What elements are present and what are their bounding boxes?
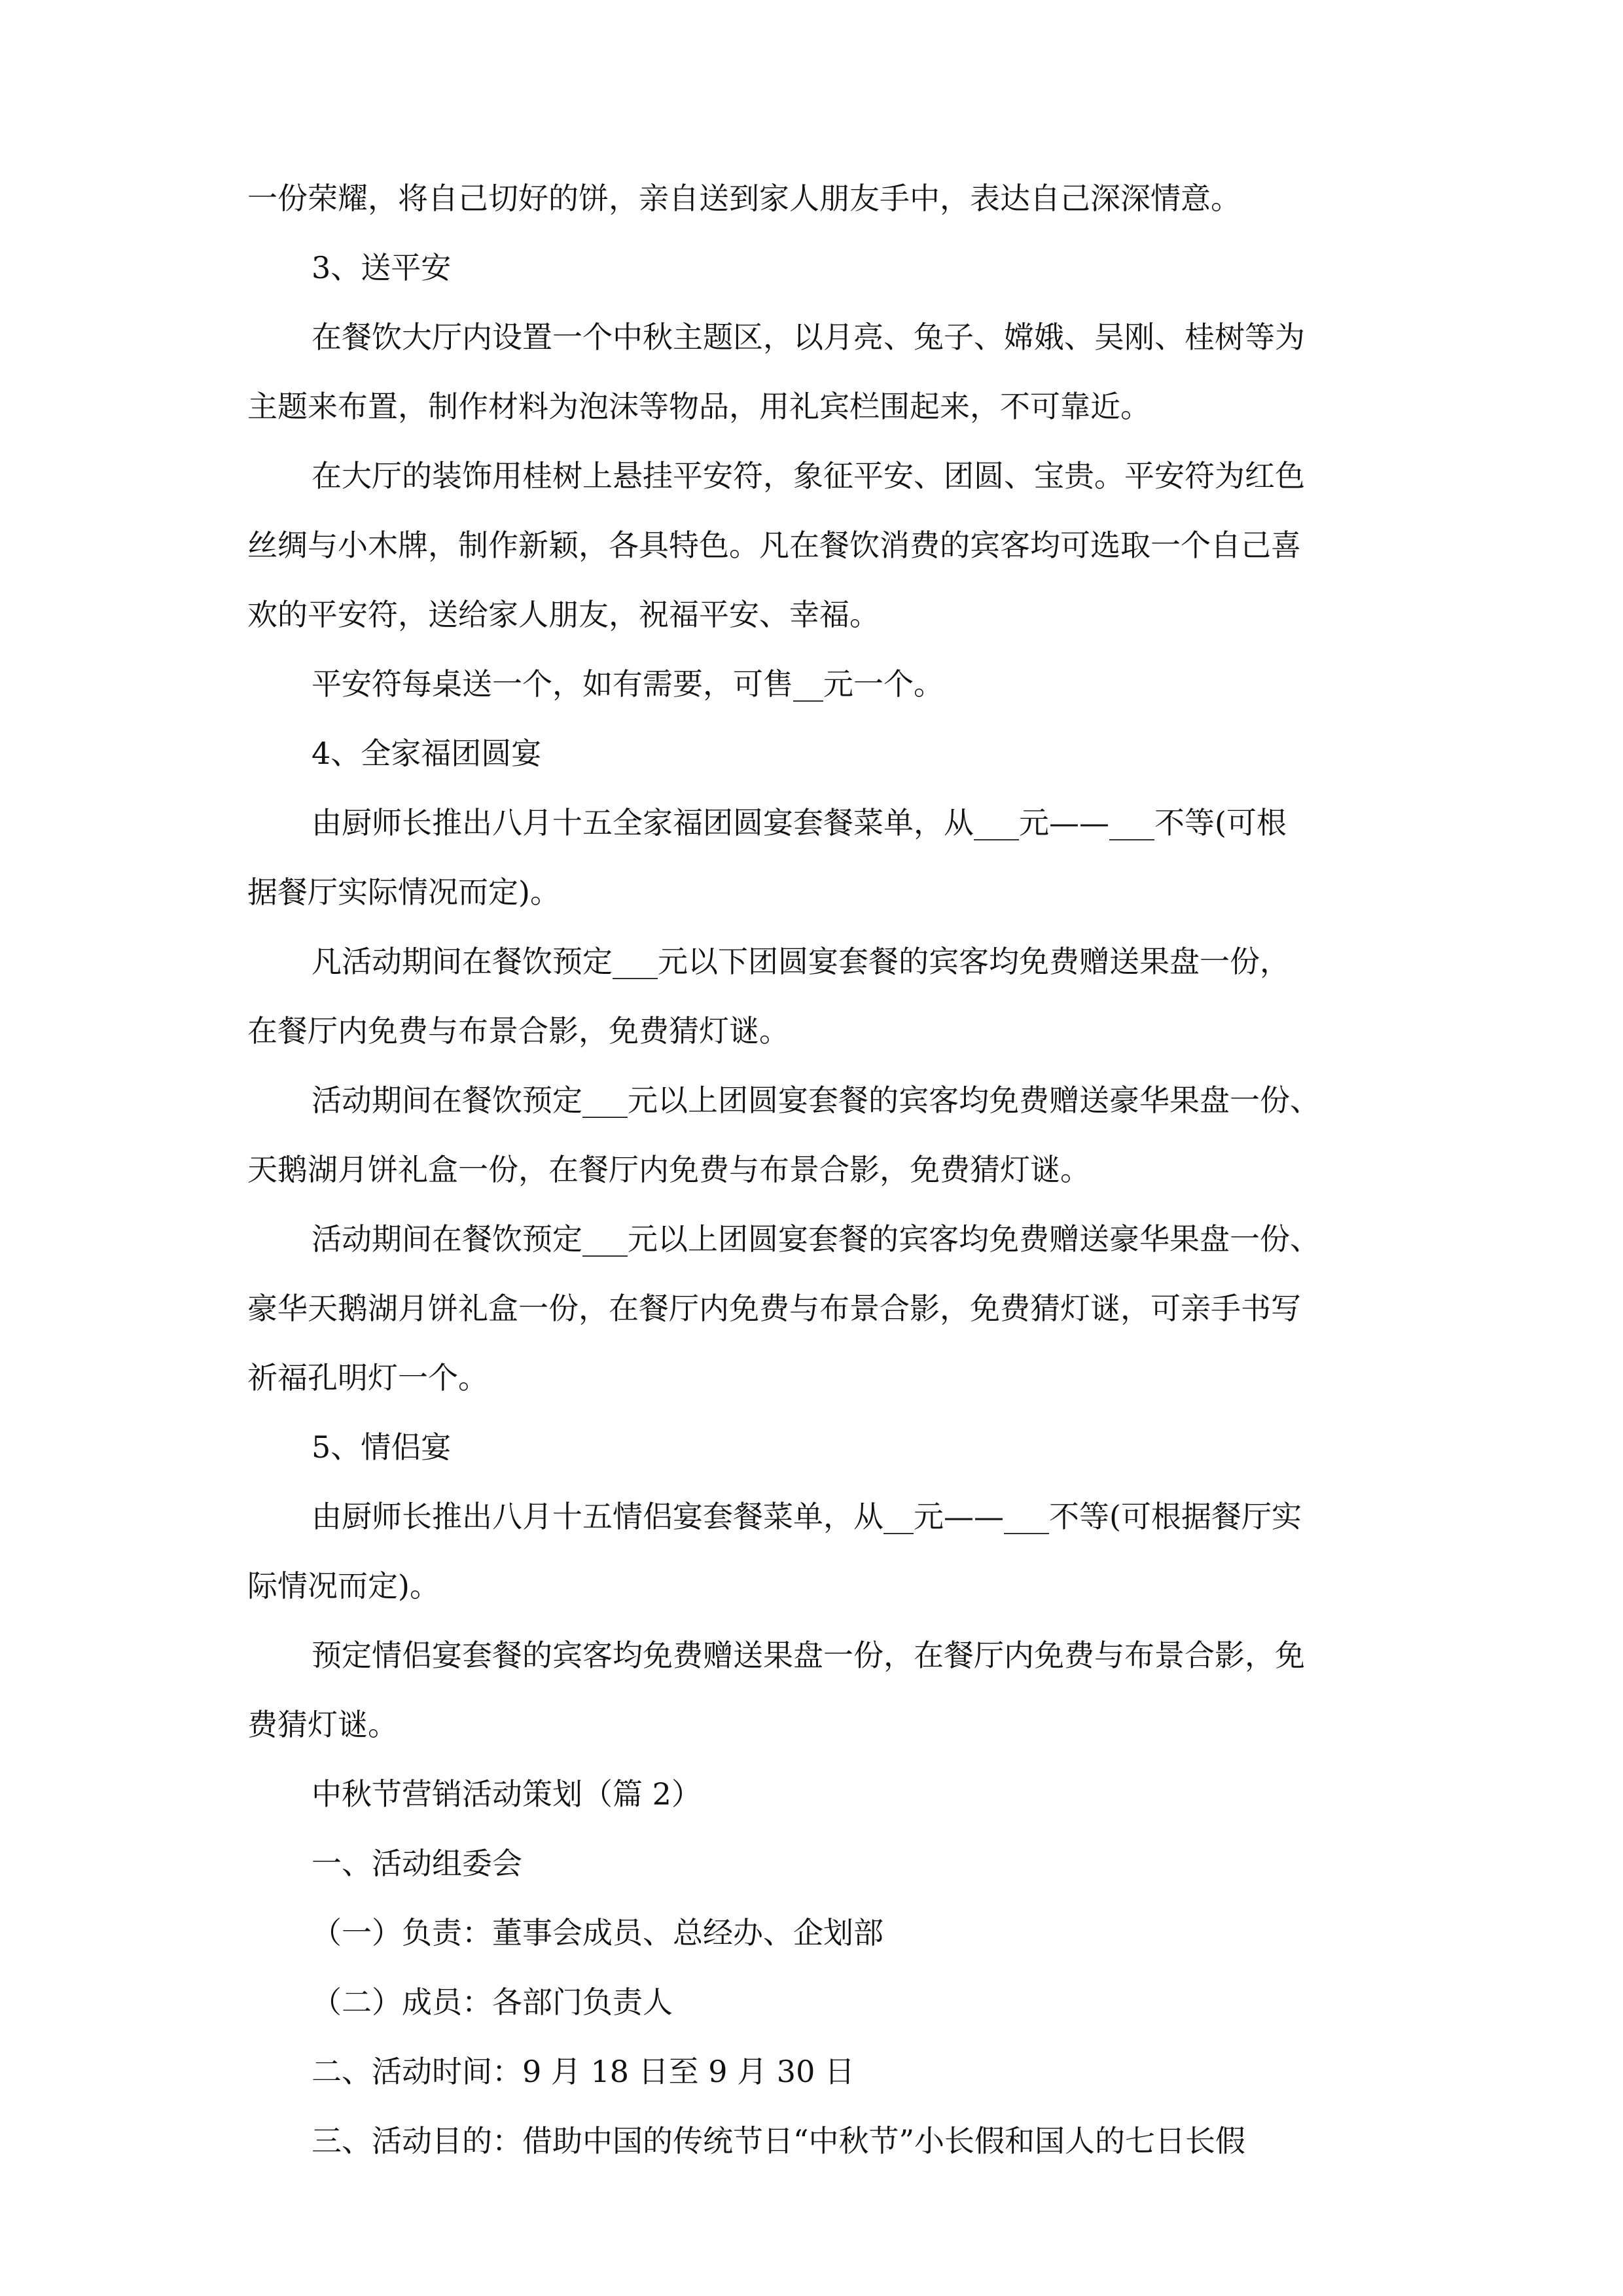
text-line: 平安符每桌送一个，如有需要，可售__元一个。 (312, 666, 944, 702)
text-line: 由厨师长推出八月十五情侣宴套餐菜单，从__元——___不等(可根据餐厅实 (312, 1499, 1302, 1534)
text-line: 祈福孔明灯一个。 (247, 1360, 488, 1395)
text-line: 际情况而定)。 (247, 1568, 440, 1604)
text-line: 豪华天鹅湖月饼礼盒一份，在餐厅内免费与布景合影，免费猜灯谜，可亲手书写 (247, 1291, 1301, 1326)
section-heading: 三、活动目的：借助中国的传统节日“中秋节”小长假和国人的七日长假 (312, 2123, 1246, 2159)
document-title: 中秋节营销活动策划（篇 2） (312, 1776, 702, 1812)
text-line: 丝绸与小木牌，制作新颖，各具特色。凡在餐饮消费的宾客均可选取一个自己喜 (247, 528, 1301, 563)
text-line: 凡活动期间在餐饮预定___元以下团圆宴套餐的宾客均免费赠送果盘一份， (312, 944, 1290, 979)
text-line: 在大厅的装饰用桂树上悬挂平安符，象征平安、团圆、宝贵。平安符为红色 (312, 458, 1305, 493)
section-heading: 一、活动组委会 (312, 1846, 522, 1881)
list-item: （二）成员：各部门负责人 (312, 1984, 673, 2020)
text-line: 据餐厅实际情况而定)。 (247, 874, 560, 910)
text-line: 预定情侣宴套餐的宾客均免费赠送果盘一份，在餐厅内免费与布景合影，免 (312, 1638, 1305, 1673)
text-line: 主题来布置，制作材料为泡沫等物品，用礼宾栏围起来，不可靠近。 (247, 389, 1150, 424)
section-heading: 5、情侣宴 (312, 1429, 452, 1465)
text-line: 欢的平安符，送给家人朋友，祝福平安、幸福。 (247, 597, 880, 632)
text-line: 天鹅湖月饼礼盒一份，在餐厅内免费与布景合影，免费猜灯谜。 (247, 1152, 1090, 1187)
text-line: 活动期间在餐饮预定___元以上团圆宴套餐的宾客均免费赠送豪华果盘一份、 (312, 1221, 1320, 1257)
text-line: 由厨师长推出八月十五全家福团圆宴套餐菜单，从___元——___不等(可根 (312, 805, 1287, 840)
section-heading: 二、活动时间：9 月 18 日至 9 月 30 日 (312, 2054, 855, 2089)
text-line: 活动期间在餐饮预定___元以上团圆宴套餐的宾客均免费赠送豪华果盘一份、 (312, 1083, 1320, 1118)
document-page (247, 164, 1386, 2176)
section-heading: 3、送平安 (312, 250, 452, 285)
text-line: 在餐厅内免费与布景合影，免费猜灯谜。 (247, 1013, 789, 1049)
section-heading: 4、全家福团圆宴 (312, 736, 542, 771)
list-item: （一）负责：董事会成员、总经办、企划部 (312, 1915, 883, 1950)
text-line: 在餐饮大厅内设置一个中秋主题区，以月亮、兔子、嫦娥、吴刚、桂树等为 (312, 319, 1305, 355)
text-line: 费猜灯谜。 (247, 1707, 398, 1742)
text-line: 一份荣耀，将自己切好的饼，亲自送到家人朋友手中，表达自己深深情意。 (247, 181, 1241, 216)
